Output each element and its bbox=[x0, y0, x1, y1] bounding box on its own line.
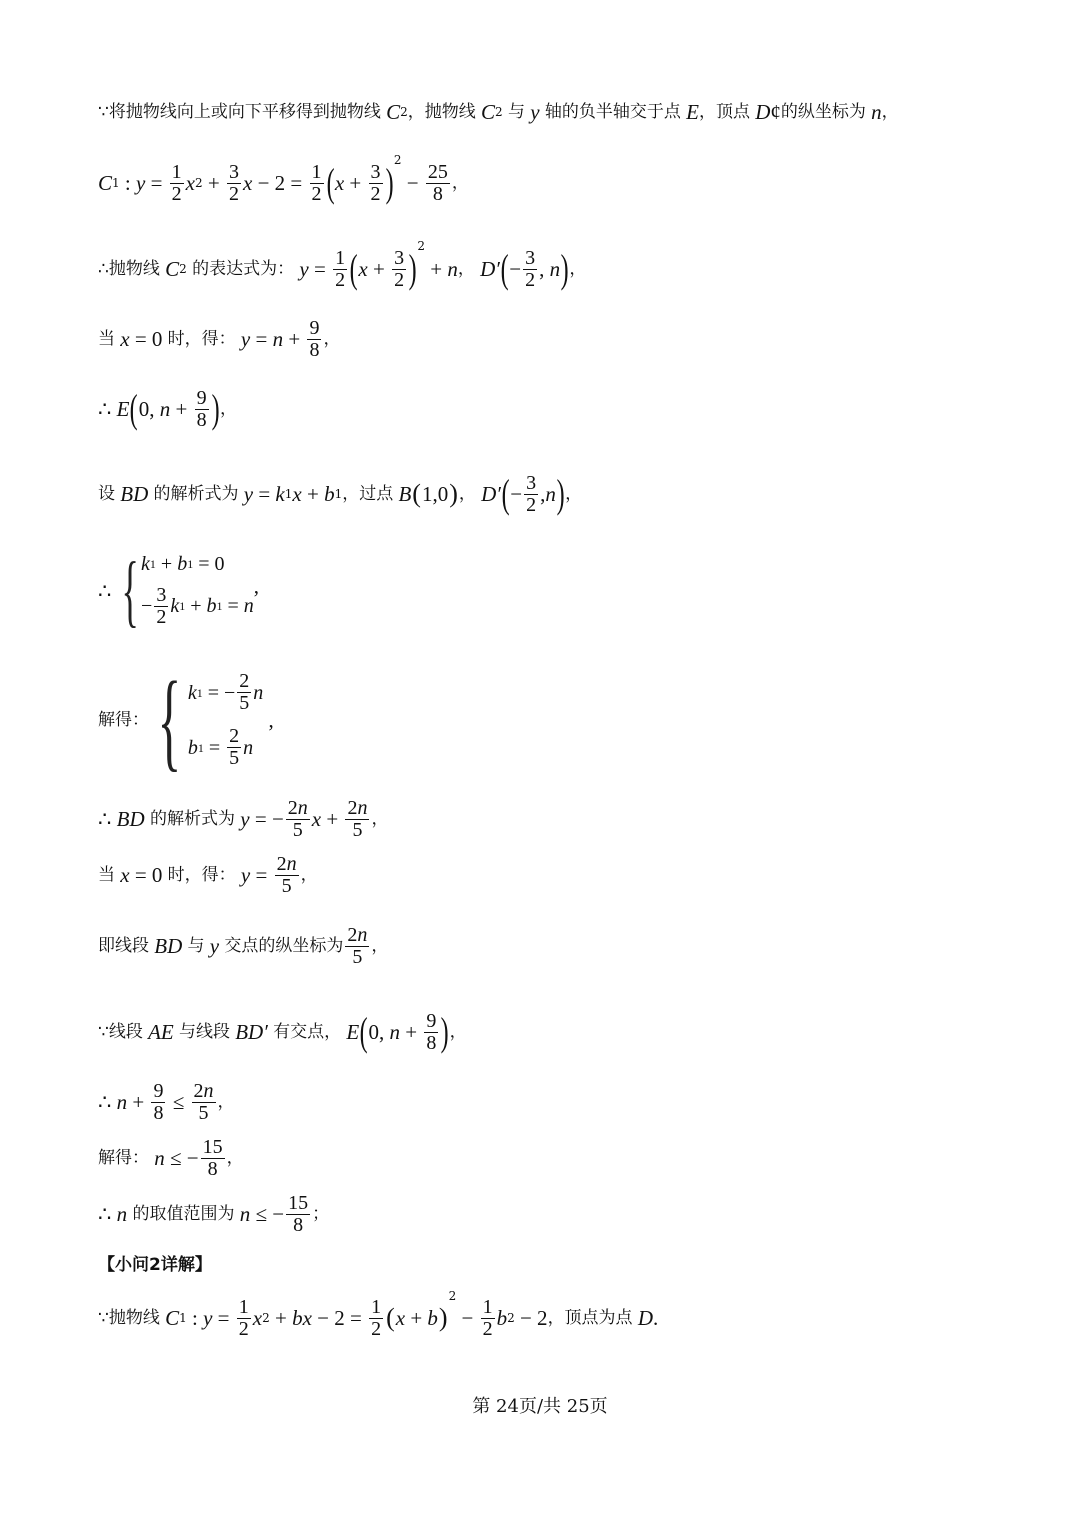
section-heading bbox=[98, 1254, 212, 1276]
line-15: ∴ n 的取值范围为 n ≤ − $\frac{15}{8}$ ； bbox=[98, 1191, 330, 1236]
line-7: ∴ { k 1 + b 1 = 0 − 3 2 k 1 + b 1 = n , bbox=[98, 547, 260, 635]
line-13: ∴ n + $\frac{9}{8}$ ≤ $\frac{2n}{5}$ ， bbox=[98, 1079, 235, 1124]
line-9: ∴ BD 的解析式为 y = − $\frac{2n}{5}$ x + $\frac{2n}{5}$ ， bbox=[98, 796, 389, 841]
page-footer: 第 24页/共 25页 bbox=[472, 1396, 608, 1417]
line-10: 当 x = 0 时，得： y = $\frac{2n}{5}$ ， bbox=[98, 852, 318, 897]
line-17: ∵抛物线 C 1 : y = $\frac{1}{2}$ x 2 + bx − 2 = $\frac{1}{2}$ ( x + b ) 2 − $\frac{1}{2}$ b 2 − 2 ，顶点为点 D . bbox=[98, 1289, 659, 1340]
line-6: 设 BD 的解析式为 y = k 1 x + b 1 ，过点 B ( 1,0 ) ， D′ ( − $\frac{3}{2}$ , n ) ， bbox=[98, 471, 583, 516]
line-1: ∵将抛物线向上或向下平移得到抛物线 C 2 ，抛物线 C 2 与 y 轴的负半轴交于点 E ，顶点 D ¢ 的纵坐标为 n ， bbox=[98, 99, 899, 124]
line-5: ∴ E ( 0, n + $\frac{9}{8}$ ) ， bbox=[98, 386, 237, 431]
line-4: 当 x = 0 时，得： y = n + $\frac{9}{8}$ ， bbox=[98, 316, 341, 361]
line-12: ∵线段 AE 与线段 BD′ 有交点， E ( 0, n + $\frac{9}{8}$ ) ， bbox=[98, 1009, 467, 1054]
line-8: 解得： { k 1 = − 2 5 n b 1 = 2 5 n , bbox=[98, 659, 274, 781]
section-heading-text: 【小问2详解】 bbox=[98, 1254, 212, 1275]
line-14: 解得： n ≤ − $\frac{15}{8}$ ， bbox=[98, 1135, 244, 1180]
line-11: 即线段 BD 与 y 交点的纵坐标为 2n 5 ， bbox=[98, 923, 389, 968]
line-3: ∴抛物线 C 2 的表达式为： y = $\frac{1}{2}$ ( x + $\frac{3}{2}$ ) $^2$ + n ， D′ ( − $\frac{3}{2}$ , n ) ， bbox=[98, 239, 587, 291]
line-2: C 1 : y = $\frac{1}{2}$ x 2 + $\frac{3}{2}$ x − 2 = $\frac{1}{2}$ ( x + $\frac{3}{2}$ ) $^2$ − $\frac{25}{8}$ ， bbox=[98, 153, 469, 205]
